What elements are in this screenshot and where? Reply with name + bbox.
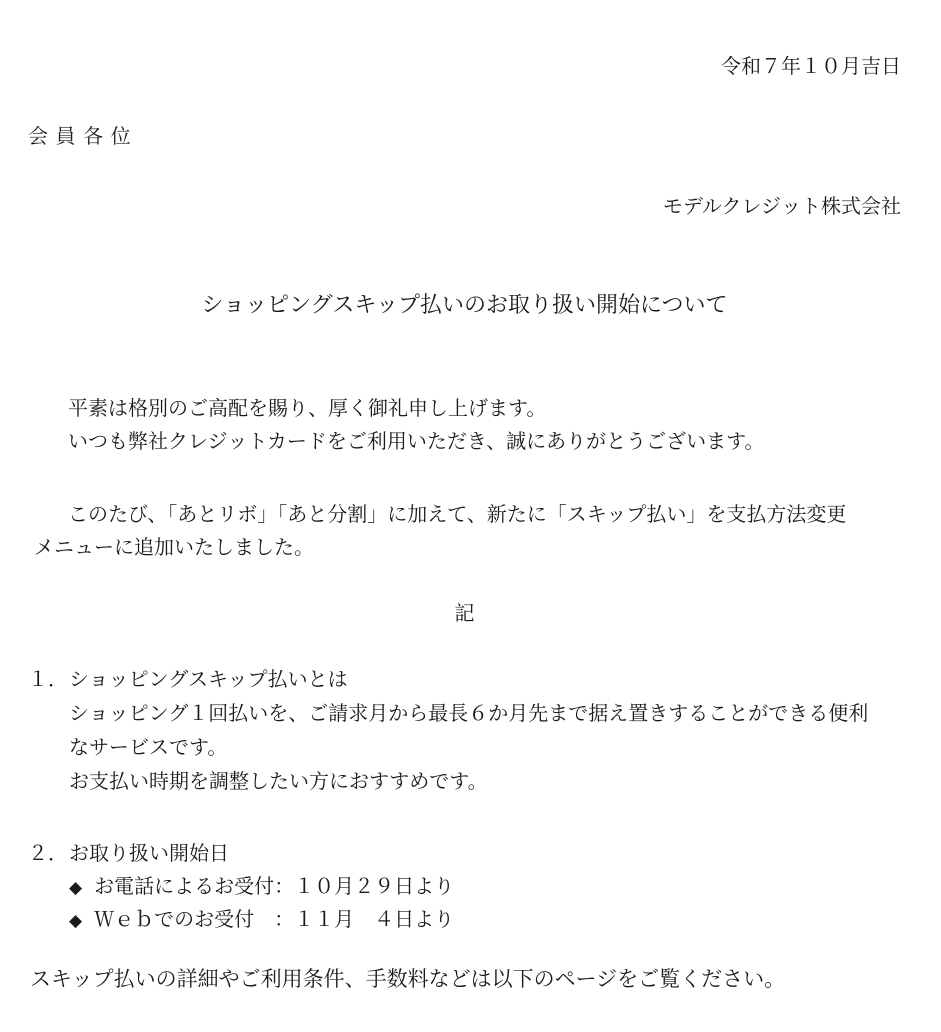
record-marker: 記 [454,603,475,625]
bullet-text-phone: お電話によるお受付：１０月２９日より [94,876,455,898]
item-2-number: ２． [28,843,68,865]
item-1-text-line: ショッピング１回払いを、ご請求月から最長６か月先まで据え置きすることができる便利 [69,703,869,725]
list-item-2 [28,838,901,937]
item-2-heading: お取り扱い開始日 [69,843,229,865]
greeting-paragraph [34,393,901,459]
list-item-1 [28,663,901,799]
greeting-line-2: いつも弊社クレジットカードをご利用いただき、誠にありがとうございます。 [68,431,765,453]
diamond-bullet-icon: ◆ [69,878,83,897]
greeting-line-1: 平素は格別のご高配を賜り、厚く御礼申し上げます。 [68,398,547,420]
item-2-body [69,838,901,937]
bullet-text-web: Ｗｅｂでのお受付 ：１１月 ４日より [94,909,455,931]
bullet-item-web [69,904,901,937]
document-title: ショッピングスキップ払いのお取り扱い開始について [201,292,728,317]
footer-note: スキップ払いの詳細やご利用条件、手数料などは以下のページをご覧ください。 [30,967,786,991]
diamond-bullet-icon: ◆ [69,911,83,930]
item-1-number: １． [28,669,68,691]
announcement-line-2: メニューに追加いたしました。 [34,537,314,559]
item-1-body [69,663,901,799]
item-1-heading: ショッピングスキップ払いとは [69,669,348,691]
letter-recipient: 会 員 各 位 [28,126,132,148]
item-1-text-line: なサービスです。 [69,737,228,759]
letter-date: 令和７年１０月吉日 [721,56,901,78]
bullet-item-phone [69,871,901,904]
letter-sender-company: モデルクレジット株式会社 [662,196,901,218]
item-1-text-line: お支払い時期を調整したい方におすすめです。 [69,771,488,793]
announcement-paragraph [34,499,901,565]
announcement-line-1: このたび、「あとリボ」「あと分割」に加えて、新たに「スキップ払い」を支払方法変更 [68,504,847,526]
